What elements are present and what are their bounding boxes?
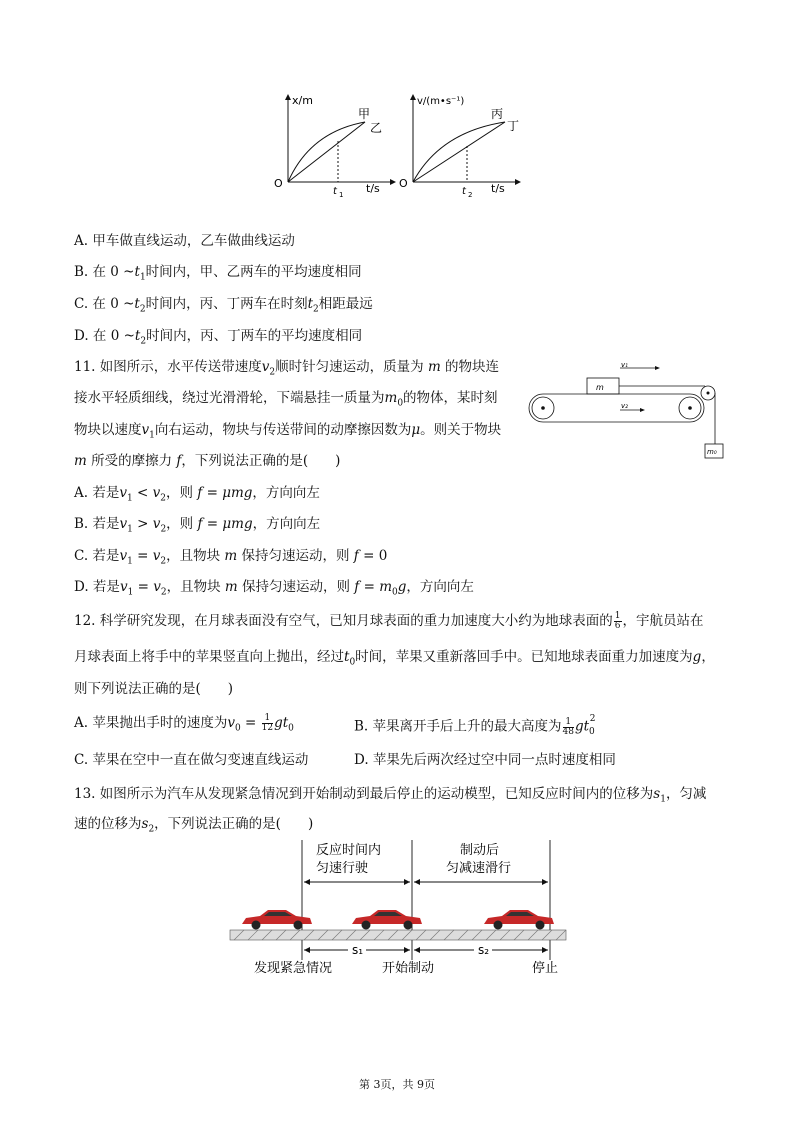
q12-option-d: D. 苹果先后两次经过空中同一点时速度相同 [354,752,616,768]
conveyor-figure [525,358,730,468]
fig-v1: v₁ [621,361,628,369]
q13-stem-line2: 速的位移为$s_2$，下列说法正确的是( ) [74,816,314,835]
q11-stem-line2: 接水平轻质细线，绕过光滑滑轮，下端悬挂一质量为$m_0$的物体，某时刻 [74,390,498,409]
fig-label-reaction: 反应时间内 [316,843,382,858]
q12-option-c: C. 苹果在空中一直在做匀变速直线运动 [74,752,309,768]
graph1-ylabel: x/m [292,94,313,107]
fig-m: m [596,383,604,392]
graph2-xlabel: t/s [491,182,505,195]
q10-option-d: D. 在 0 $\sim t_2$时间内，丙、丁两车的平均速度相同 [74,328,363,347]
q12-option-b: B. 苹果离开手后上升的最大高度为 $\frac{1}{48}$ $gt_0^2$ [354,714,596,738]
graph2-ylabel: v/(m•s⁻¹) [417,96,465,107]
q11-option-b: B. 若是$v_1 > v_2$，则 f = μmg，方向向左 [74,516,321,535]
fig-label-uniform: 匀速行驶 [316,861,369,876]
graph2-origin: O [399,177,408,190]
q13-stem-line1: 13. 如图所示为汽车从发现紧急情况到开始制动到最后停止的运动模型，已知反应时间内的位移为$s_1$，匀减 [74,786,707,805]
q12-stem-line3: 则下列说法正确的是( ) [74,681,234,697]
graph-v-t [395,92,530,202]
fig-label-after-brake: 制动后 [460,843,500,858]
q11-stem-line1: 11. 如图所示，水平传送带速度$v_2$顺时针匀速运动，质量为 m 的物块连 [74,359,500,378]
graph1-xlabel: t/s [366,182,380,195]
q11-option-c: C. 若是$v_1 = v_2$，且物块 m 保持匀速运动，则 f = 0 [74,548,388,567]
graph2-tick: t [462,186,466,197]
graph1-tick-sub: 1 [339,191,344,199]
q10-option-a: A. 甲车做直线运动，乙车做曲线运动 [74,233,295,249]
fig-label-stop: 停止 [532,961,559,976]
graph2-curve-a: 丙 [491,107,504,121]
fig-label-decel: 匀减速滑行 [446,861,512,876]
q10-option-b: B. 在 0 $\sim t_1$时间内，甲、乙两车的平均速度相同 [74,264,362,283]
car-1 [242,910,312,930]
graph1-origin: O [274,177,283,190]
car-2 [352,910,422,930]
fig-label-discover: 发现紧急情况 [254,961,333,976]
graph1-tick: t [333,186,337,197]
graph1-curve-b: 乙 [370,121,383,135]
fig-s1: s₁ [352,943,364,957]
fig-s2: s₂ [478,943,490,957]
q10-option-c: C. 在 0 $\sim t_2$时间内，丙、丁两车在时刻$t_2$相距最远 [74,296,373,315]
q12-stem-line2: 月球表面上将手中的苹果竖直向上抛出，经过$t_0$时间，苹果又重新落回手中。已知地球表面重力加速度为g， [74,649,715,668]
fig-v2: v₂ [621,402,628,410]
graph2-curve-b: 丁 [507,119,520,133]
fig-m0: m₀ [707,448,717,456]
graph1-curve-a: 甲 [358,107,371,121]
q11-stem-line3: 物块以速度$v_1$向右运动，物块与传送带间的动摩擦因数为μ。则关于物块 [74,422,502,441]
fig-label-start-brake: 开始制动 [382,961,435,976]
q11-option-d: D. 若是$v_1 = v_2$，且物块 m 保持匀速运动，则 $f = m_0g$，方向向左 [74,579,474,598]
q12-option-a: A. 苹果抛出手时的速度为$v_0$ = $\frac{1}{12}$ $gt_0$ [74,713,294,734]
q11-option-a: A. 若是$v_1 < v_2$，则 f = μmg，方向向左 [74,485,320,504]
graph2-tick-sub: 2 [468,191,473,199]
braking-figure [228,838,573,978]
car-3 [484,910,554,930]
q12-stem-line1: 12. 科学研究发现，在月球表面没有空气，已知月球表面的重力加速度大小约为地球表面的 $\frac{1}{6}$ ，宇航员站在 [74,611,704,631]
graph-x-t [270,92,400,202]
q11-stem-line4: m 所受的摩擦力 f，下列说法正确的是( ) [74,453,341,469]
page-footer: 第 3页，共 9页 [359,1078,435,1091]
